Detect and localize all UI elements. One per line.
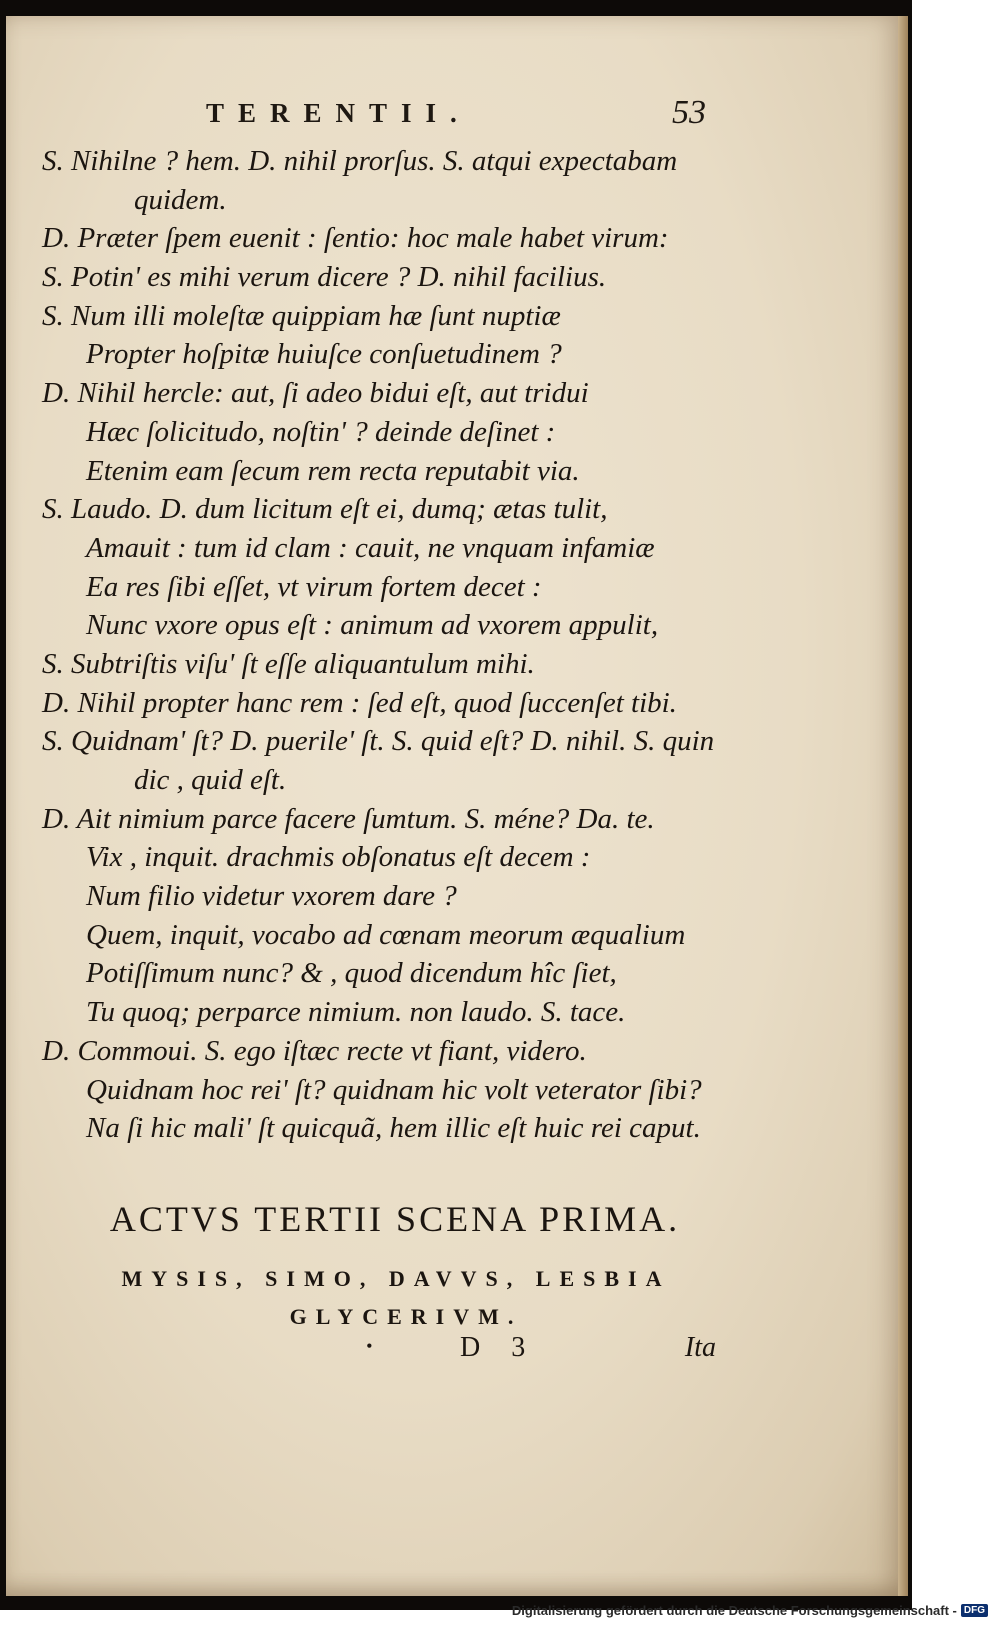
character-list-line: MYSIS, SIMO, DAVVS, LESBIA: [121, 1266, 671, 1291]
scene-heading: ACTVS TERTII SCENA PRIMA.: [109, 1199, 681, 1239]
credit-text: Digitalisierung gefördert durch die Deutsche Forschungsgemeinschaft -: [511, 1603, 957, 1618]
text-line: Num filio videtur vxorem dare ?: [86, 880, 457, 913]
page-number: 53: [672, 94, 706, 131]
signature-mark: D 3: [460, 1332, 538, 1363]
text-line: dic , quid eſt.: [134, 764, 287, 796]
text-line: Etenim eam ſecum rem recta reputabit via.: [86, 454, 580, 487]
page-fore-edge: [898, 16, 908, 1596]
footer-dot: •: [366, 1336, 373, 1356]
text-line: Amauit : tum id clam : cauit, ne vnquam infamiæ: [86, 531, 655, 564]
character-list: [66, 1260, 726, 1336]
text-line: quidem.: [134, 183, 227, 216]
text-line: Quem, inquit, vocabo ad cœnam meorum æqualium: [86, 918, 686, 951]
text-line: S. Potin' es mihi verum dicere ? D. nihil facilius.: [42, 261, 607, 294]
page-header: [206, 94, 706, 134]
play-text: [42, 142, 742, 1148]
text-line: S. Laudo. D. dum licitum eſt ei, dumq; ætas tulit,: [42, 493, 608, 526]
text-line: Ea res ſibi eſſet, vt virum fortem decet :: [86, 570, 542, 603]
text-line: S. Num illi moleſtæ quippiam hæ ſunt nuptiæ: [42, 299, 561, 332]
text-line: Vix , inquit. drachmis obſonatus eſt decem :: [86, 841, 591, 874]
catchword: Ita: [684, 1332, 716, 1363]
text-line: S. Subtriſtis viſu' ſt eſſe aliquantulum mihi.: [42, 647, 535, 680]
text-line: Potiſſimum nunc? & , quod dicendum hîc ſiet,: [86, 957, 617, 990]
text-line: Na ſi hic mali' ſt quicquã, hem illic eſt huic rei caput.: [86, 1112, 701, 1145]
text-line: D. Ait nimium parce facere ſumtum. S. méne? Da. te.: [42, 802, 655, 835]
text-line: Hæc ſolicitudo, noſtin' ? deinde deſinet :: [86, 415, 556, 448]
text-line: S. Nihilne ? hem. D. nihil prorſus. S. atqui expectabam: [42, 145, 678, 177]
running-title: TERENTII.: [206, 98, 471, 128]
text-line: S. Quidnam' ſt? D. puerile' ſt. S. quid eſt? D. nihil. S. quin: [42, 725, 715, 758]
text-line: D. Nihil hercle: aut, ſi adeo bidui eſt, aut tridui: [42, 377, 589, 410]
book-page: [6, 16, 908, 1596]
page-footer: [366, 1332, 716, 1372]
text-line: Quidnam hoc rei' ſt? quidnam hic volt veterator ſibi?: [86, 1073, 702, 1106]
text-line: Propter hoſpitæ huiuſce conſuetudinem ?: [86, 338, 562, 371]
character-list-line: GLYCERIVM.: [289, 1304, 523, 1329]
text-line: D. Nihil propter hanc rem : ſed eſt, quod ſuccenſet tibi.: [42, 686, 677, 719]
text-line: Tu quoq; perparce nimium. non laudo. S. tace.: [86, 996, 626, 1029]
digitization-credit: [512, 1603, 988, 1618]
text-line: Nunc vxore opus eſt : animum ad vxorem appulit,: [86, 609, 659, 642]
dfg-logo-icon: DFG: [961, 1604, 988, 1617]
text-line: D. Præter ſpem euenit : ſentio: hoc male habet virum:: [42, 222, 669, 255]
text-line: D. Commoui. S. ego iſtæc recte vt fiant, videro.: [42, 1034, 587, 1067]
